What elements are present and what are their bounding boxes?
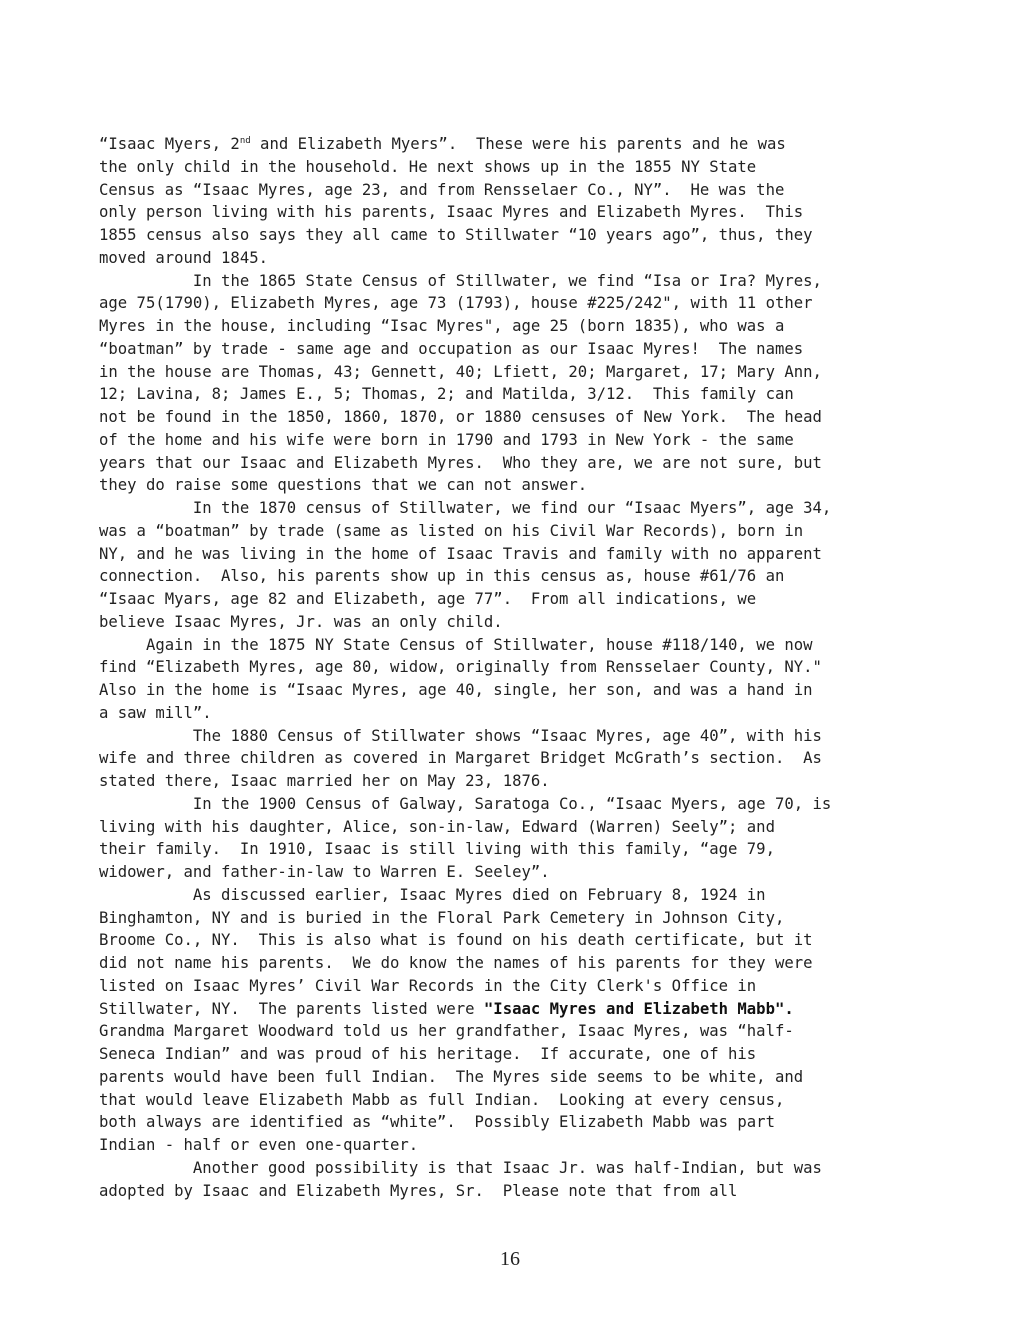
- text-line: 12; Lavina, 8; James E., 5; Thomas, 2; and Matilda, 3/12. This family can: [99, 385, 794, 404]
- text-line: NY, and he was living in the home of Isaac Travis and family with no apparent: [99, 544, 822, 563]
- text-line: the only child in the household. He next shows up in the 1855 NY State: [99, 157, 757, 176]
- ordinal-superscript: nd: [239, 135, 251, 146]
- text-line: living with his daughter, Alice, son-in-law, Edward (Warren) Seely”; and: [99, 817, 775, 836]
- text-line: age 75(1790), Elizabeth Myres, age 73 (1793), house #225/242", with 11 other: [99, 294, 813, 313]
- text-line: As discussed earlier, Isaac Myres died on February 8, 1924 in: [99, 885, 766, 904]
- text-line: Census as “Isaac Myres, age 23, and from Rensselaer Co., NY”. He was the: [99, 180, 785, 199]
- text-line: only person living with his parents, Isaac Myres and Elizabeth Myres. This: [99, 203, 804, 222]
- text-line: Binghamton, NY and is buried in the Floral Park Cemetery in Johnson City,: [99, 908, 785, 927]
- text-line: of the home and his wife were born in 1790 and 1793 in New York - the same: [99, 430, 794, 449]
- text-line: listed on Isaac Myres’ Civil War Records in the City Clerk's Office in: [99, 976, 757, 995]
- text-line: believe Isaac Myres, Jr. was an only child.: [99, 612, 503, 631]
- text-line: Another good possibility is that Isaac Jr. was half-Indian, but was: [99, 1158, 822, 1177]
- text-line: “Isaac Myars, age 82 and Elizabeth, age 77”. From all indications, we: [99, 590, 757, 608]
- text-line: In the 1865 State Census of Stillwater, we find “Isa or Ira? Myres,: [99, 271, 822, 290]
- text-line: Myres in the house, including “Isac Myres", age 25 (born 1835), who was a: [99, 317, 785, 335]
- parents-names-bold: "Isaac Myres and Elizabeth Mabb".: [483, 999, 794, 1018]
- text-line: Broome Co., NY. This is also what is found on his death certificate, but it: [99, 931, 813, 950]
- page-number: 16: [500, 1248, 520, 1270]
- text-line-1b: and Elizabeth Myers”. These were his parents and he was: [250, 135, 786, 153]
- text-line: their family. In 1910, Isaac is still living with this family, “age 79,: [99, 840, 775, 859]
- text-line: not be found in the 1850, 1860, 1870, or 1880 censuses of New York. The head: [99, 408, 822, 426]
- text-line: wife and three children as covered in Margaret Bridget McGrath’s section. As: [99, 749, 822, 768]
- text-line: was a “boatman” by trade (same as listed on his Civil War Records), born in: [99, 521, 804, 540]
- text-line: moved around 1845.: [99, 248, 268, 267]
- text-line: parents would have been full Indian. The Myres side seems to be white, and: [99, 1067, 804, 1086]
- text-line: in the house are Thomas, 43; Gennett, 40; Lfiett, 20; Margaret, 17; Mary Ann,: [99, 362, 822, 381]
- text-line: stated there, Isaac married her on May 23, 1876.: [99, 772, 550, 790]
- text-line: 1855 census also says they all came to Stillwater “10 years ago”, thus, they: [99, 226, 813, 244]
- text-line: that would leave Elizabeth Mabb as full Indian. Looking at every census,: [99, 1090, 785, 1109]
- text-line: both always are identified as “white”. Possibly Elizabeth Mabb was part: [99, 1113, 775, 1132]
- text-line: widower, and father-in-law to Warren E. Seeley”.: [99, 863, 550, 881]
- text-line: Again in the 1875 NY State Census of Stillwater, house #118/140, we now: [99, 635, 813, 654]
- text-line: The 1880 Census of Stillwater shows “Isaac Myres, age 40”, with his: [99, 726, 822, 745]
- text-line: years that our Isaac and Elizabeth Myres. Who they are, we are not sure, but: [99, 453, 822, 472]
- text-line: In the 1870 census of Stillwater, we find our “Isaac Myers”, age 34,: [99, 499, 832, 517]
- text-line: a saw mill”.: [99, 703, 212, 722]
- text-line: Also in the home is “Isaac Myres, age 40, single, her son, and was a hand in: [99, 681, 813, 699]
- text-line: Seneca Indian” and was proud of his heritage. If accurate, one of his: [99, 1045, 757, 1063]
- text-line: did not name his parents. We do know the names of his parents for they were: [99, 954, 813, 972]
- text-line: they do raise some questions that we can not answer.: [99, 476, 588, 495]
- text-line-1a: “Isaac Myers, 2: [99, 135, 240, 153]
- text-line: Grandma Margaret Woodward told us her grandfather, Isaac Myres, was “half-: [99, 1022, 794, 1041]
- text-line: Stillwater, NY. The parents listed were: [99, 999, 484, 1018]
- body-text: [99, 133, 949, 1202]
- text-line: connection. Also, his parents show up in this census as, house #61/76 an: [99, 567, 785, 586]
- text-line: find “Elizabeth Myres, age 80, widow, originally from Rensselaer County, NY.": [99, 658, 822, 677]
- text-line: In the 1900 Census of Galway, Saratoga Co., “Isaac Myers, age 70, is: [99, 794, 832, 813]
- text-line: “boatman” by trade - same age and occupation as our Isaac Myres! The names: [99, 339, 804, 358]
- text-line: Indian - half or even one-quarter.: [99, 1136, 419, 1154]
- text-line: adopted by Isaac and Elizabeth Myres, Sr. Please note that from all: [99, 1181, 738, 1200]
